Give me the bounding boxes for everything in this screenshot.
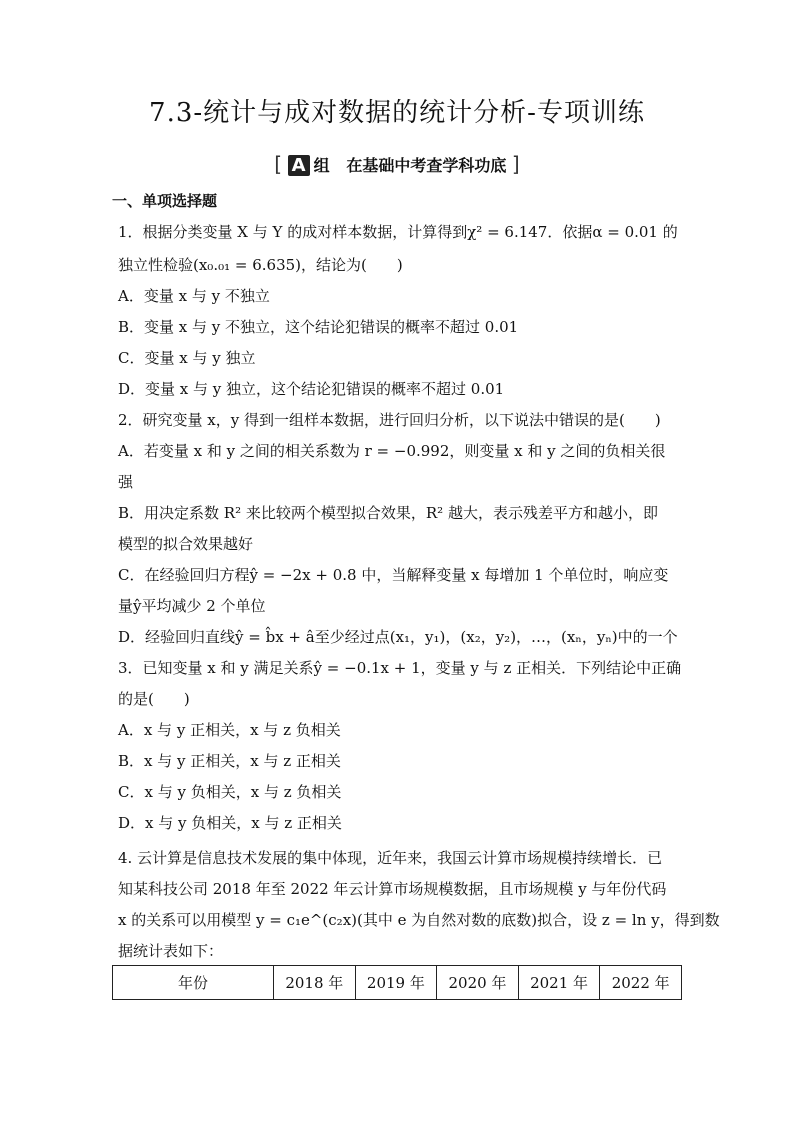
table-cell: 2019 年 (355, 966, 437, 1000)
option-line: 模型的拟合效果越好 (118, 535, 254, 553)
table-cell: 年份 (113, 966, 274, 1000)
table-cell: 2021 年 (518, 966, 600, 1000)
option-line: D．变量 x 与 y 独立，这个结论犯错误的概率不超过 0.01 (118, 380, 505, 398)
bracket-left: [ (274, 152, 283, 176)
option-line: A．变量 x 与 y 不独立 (118, 287, 270, 305)
group-heading (0, 152, 794, 176)
option-line: A．若变量 x 和 y 之间的相关系数为 r = −0.992，则变量 x 和 y 之间的负相关很 (118, 442, 666, 460)
text-line: 知某科技公司 2018 年至 2022 年云计算市场规模数据，且市场规模 y 与年份代码 (118, 880, 667, 898)
text-line: 的是( ) (118, 690, 190, 708)
group-text: 在基础中考查学科功底 (346, 156, 507, 175)
option-line: B．x 与 y 正相关，x 与 z 正相关 (118, 752, 341, 770)
table-cell: 2018 年 (274, 966, 356, 1000)
table-cell: 2020 年 (437, 966, 519, 1000)
text-line: 据统计表如下： (118, 942, 224, 960)
text-line: x 的关系可以用模型 y = c₁e^(c₂x)(其中 e 为自然对数的底数)拟合，设 z = ln y，得到数 (118, 911, 720, 929)
option-line: C．x 与 y 负相关，x 与 z 负相关 (118, 783, 342, 801)
option-line: C．在经验回归方程ŷ = −2x + 0.8 中，当解释变量 x 每增加 1 个单位时，响应变 (118, 566, 669, 584)
option-line: 量ŷ平均减少 2 个单位 (118, 597, 266, 615)
text-line: 独立性检验(x₀.₀₁ = 6.635)，结论为( ) (118, 256, 403, 274)
page-title: 7.3-统计与成对数据的统计分析-专项训练 (149, 98, 645, 128)
table-row (113, 966, 682, 1000)
option-line: B．用决定系数 R² 来比较两个模型拟合效果，R² 越大，表示残差平方和越小，即 (118, 504, 658, 522)
option-line: C．变量 x 与 y 独立 (118, 349, 256, 367)
data-table (112, 965, 682, 1000)
bracket-right: ] (511, 152, 520, 176)
option-line: D．x 与 y 负相关，x 与 z 正相关 (118, 814, 342, 832)
option-line: 强 (118, 473, 134, 491)
text-line: 3．已知变量 x 和 y 满足关系ŷ = −0.1x + 1，变量 y 与 z 正相关．下列结论中正确 (118, 659, 682, 677)
option-line: A．x 与 y 正相关，x 与 z 负相关 (118, 721, 341, 739)
section-heading: 一、单项选择题 (112, 192, 218, 210)
text-line: 2．研究变量 x，y 得到一组样本数据，进行回归分析，以下说法中错误的是( ) (118, 411, 661, 429)
group-suffix: 组 (313, 156, 330, 175)
group-badge: A (288, 155, 310, 176)
text-line: 4. 云计算是信息技术发展的集中体现，近年来，我国云计算市场规模持续增长．已 (118, 849, 663, 867)
text-line: 1．根据分类变量 X 与 Y 的成对样本数据，计算得到χ² = 6.147．依据α = 0.01 的 (118, 223, 678, 241)
table-cell: 2022 年 (600, 966, 682, 1000)
option-line: D．经验回归直线ŷ = b̂x + â至少经过点(x₁，y₁)，(x₂，y₂)，…，(xₙ，yₙ)中的一个 (118, 628, 678, 646)
option-line: B．变量 x 与 y 不独立，这个结论犯错误的概率不超过 0.01 (118, 318, 519, 336)
